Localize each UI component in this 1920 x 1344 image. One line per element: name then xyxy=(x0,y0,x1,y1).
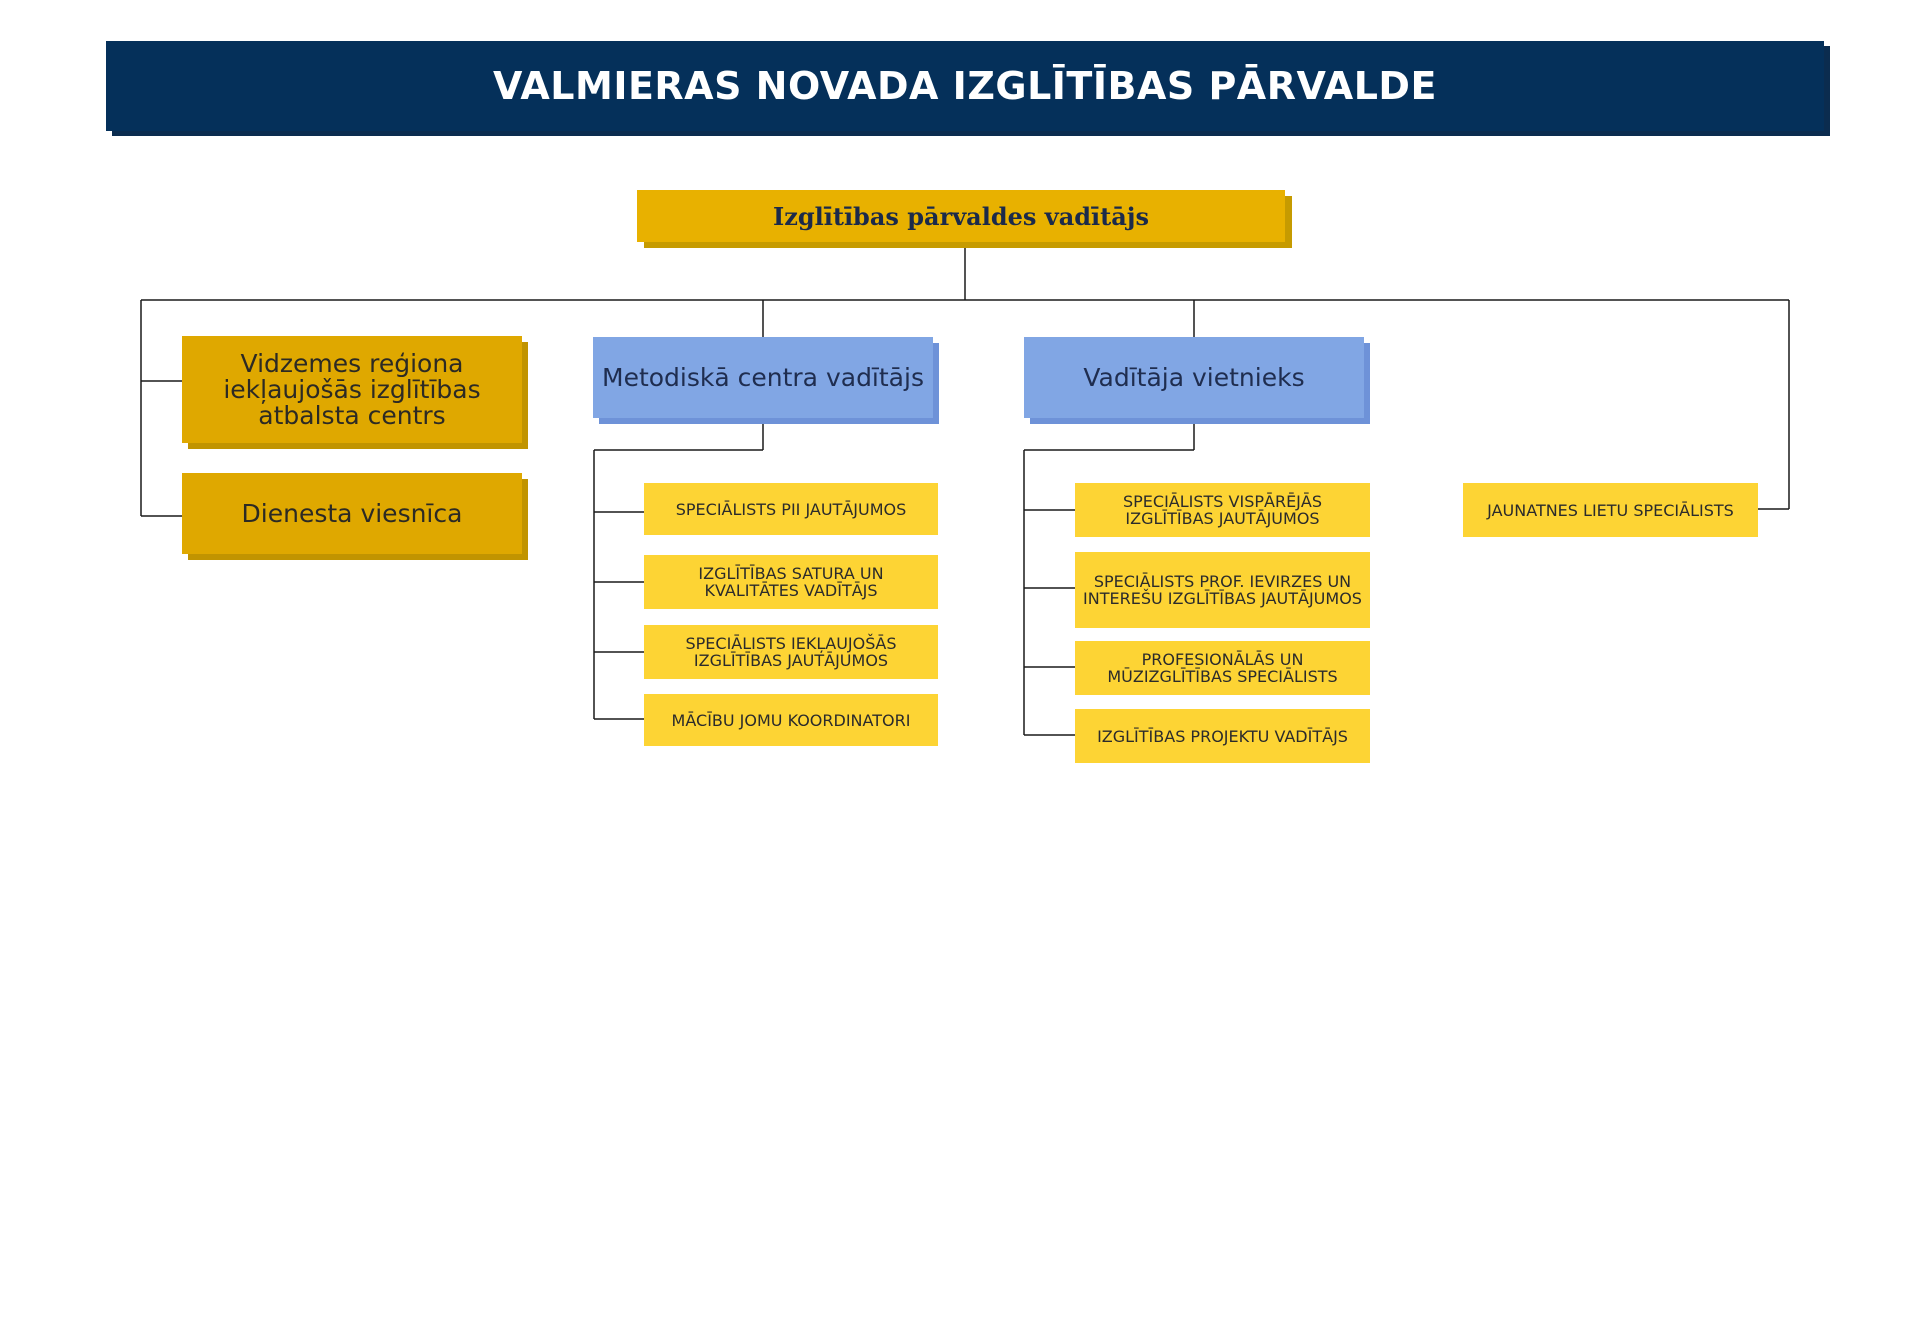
deputy-head-node: Vadītāja vietnieks xyxy=(1024,337,1364,418)
methodical-child-quality: IZGLĪTĪBAS SATURA UN KVALITĀTES VADĪTĀJS xyxy=(644,555,938,609)
deputy-child-music: PROFESIONĀLĀS UN MŪZIZGLĪTĪBAS SPECIĀLISTS xyxy=(1075,641,1370,695)
youth-specialist-node: JAUNATNES LIETU SPECIĀLISTS xyxy=(1463,483,1758,537)
methodical-head-node: Metodiskā centra vadītājs xyxy=(593,337,933,418)
methodical-child-pii: SPECIĀLISTS PII JAUTĀJUMOS xyxy=(644,483,938,535)
head-node: Izglītības pārvaldes vadītājs xyxy=(637,190,1285,242)
left-node-regional-centre: Vidzemes reģiona iekļaujošās izglītības atbalsta centrs xyxy=(182,336,522,443)
deputy-child-professional: SPECIĀLISTS PROF. IEVIRZES UN INTEREŠU IZGLĪTĪBAS JAUTĀJUMOS xyxy=(1075,552,1370,628)
page-title: VALMIERAS NOVADA IZGLĪTĪBAS PĀRVALDE xyxy=(106,41,1824,131)
methodical-child-inclusive: SPECIĀLISTS IEKĻAUJOŠĀS IZGLĪTĪBAS JAUTĀJUMOS xyxy=(644,625,938,679)
deputy-child-projects: IZGLĪTĪBAS PROJEKTU VADĪTĀJS xyxy=(1075,709,1370,763)
deputy-child-general: SPECIĀLISTS VISPĀRĒJĀS IZGLĪTĪBAS JAUTĀJUMOS xyxy=(1075,483,1370,537)
methodical-child-coordinators: MĀCĪBU JOMU KOORDINATORI xyxy=(644,694,938,746)
left-node-dormitory: Dienesta viesnīca xyxy=(182,473,522,554)
